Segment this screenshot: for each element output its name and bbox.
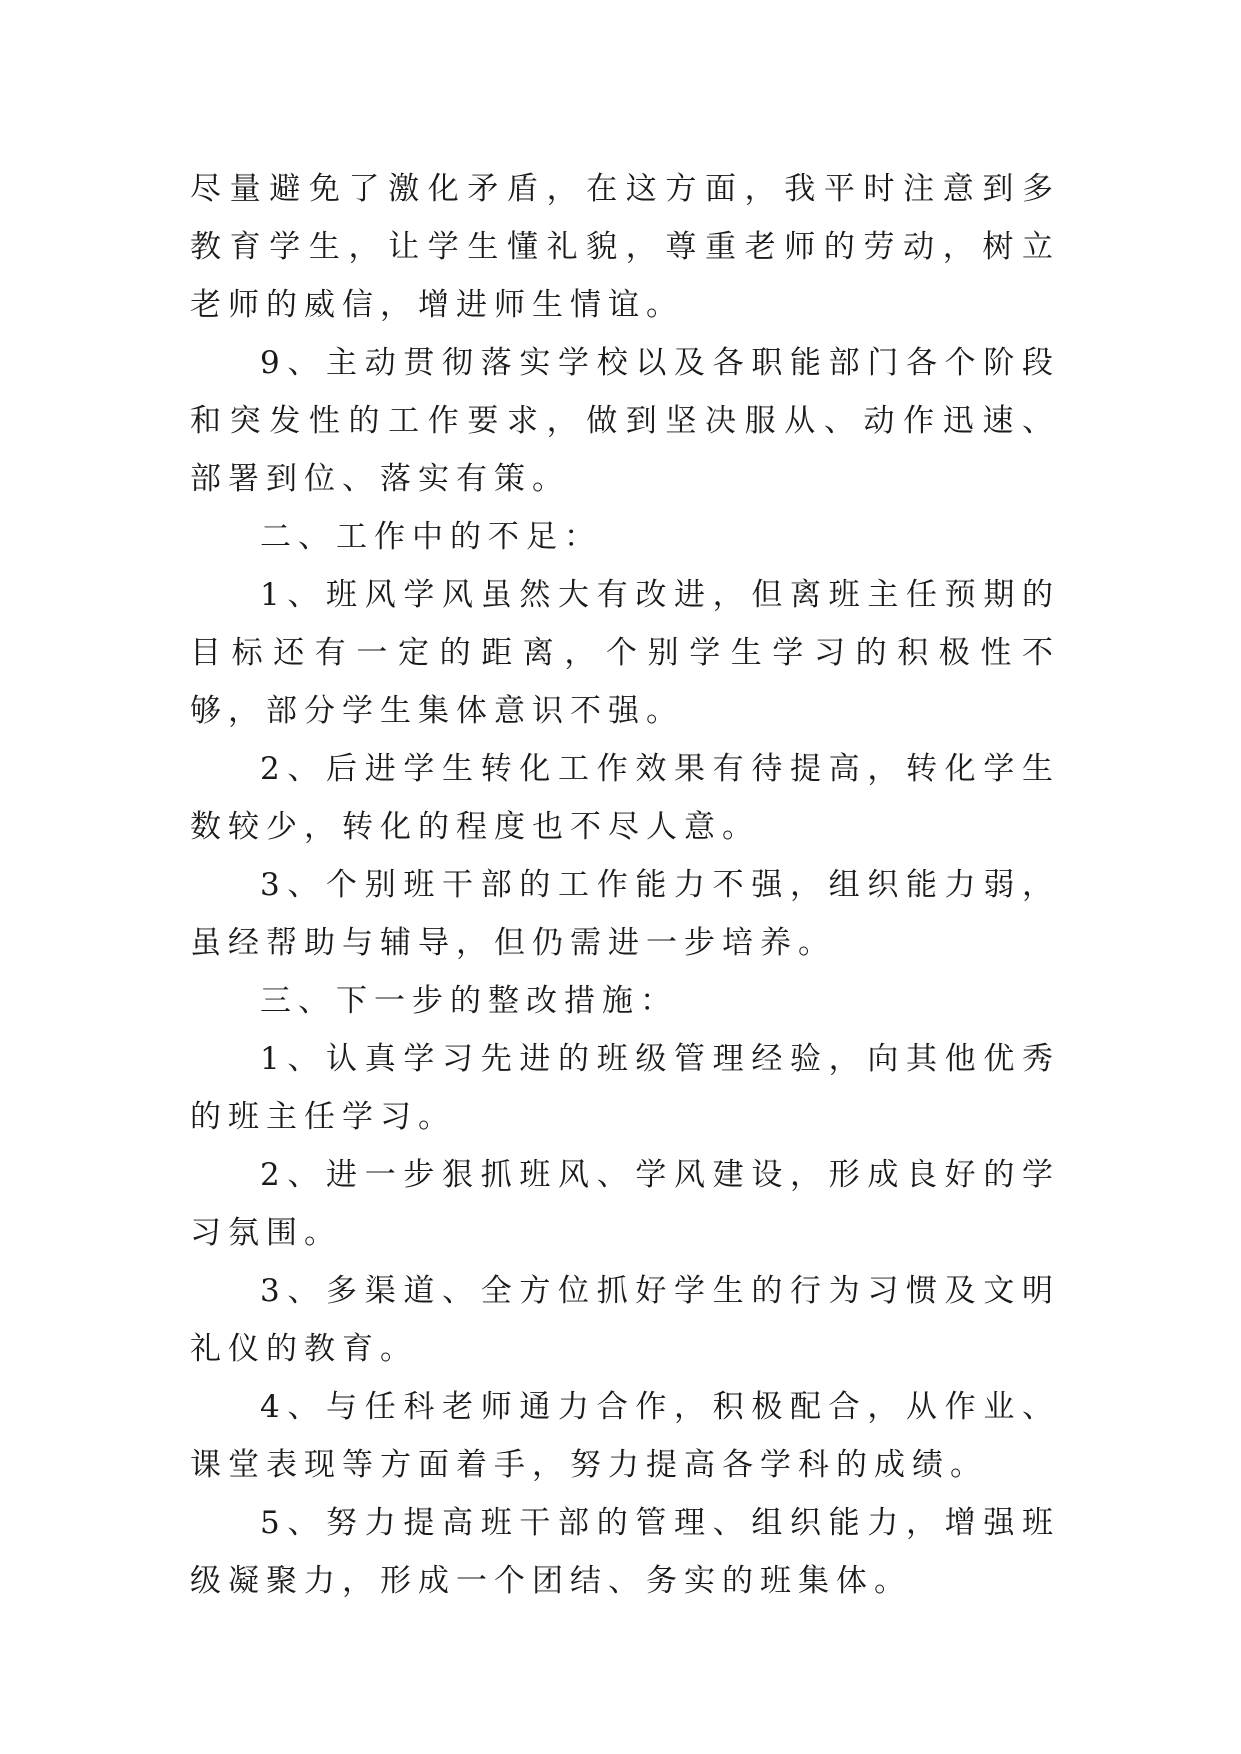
paragraph-measure-5: 5、努力提高班干部的管理、组织能力，增强班级凝聚力，形成一个团结、务实的班集体。: [190, 1505, 1060, 1599]
paragraph-item-9: 9、主动贯彻落实学校以及各职能部门各个阶段和突发性的工作要求，做到坚决服从、动作迅速、部署到位、落实有策。: [190, 345, 1060, 497]
paragraph-measure-2: 2、进一步狠抓班风、学风建设，形成良好的学习氛围。: [190, 1157, 1060, 1251]
paragraph-shortcoming-3: 3、个别班干部的工作能力不强，组织能力弱，虽经帮助与辅导，但仍需进一步培养。: [190, 867, 1060, 961]
section-heading-shortcomings: 二、工作中的不足：: [260, 519, 602, 555]
paragraph-measure-3: 3、多渠道、全方位抓好学生的行为习惯及文明礼仪的教育。: [190, 1273, 1060, 1367]
paragraph-measure-4: 4、与任科老师通力合作，积极配合，从作业、课堂表现等方面着手，努力提高各学科的成绩。: [190, 1389, 1060, 1483]
section-heading-measures: 三、下一步的整改措施：: [260, 983, 678, 1019]
paragraph-shortcoming-1: 1、班风学风虽然大有改进，但离班主任预期的目标还有一定的距离，个别学生学习的积极性不够，部分学生集体意识不强。: [190, 577, 1060, 729]
document-body: [190, 160, 1060, 1610]
paragraph-continuation: 尽量避免了激化矛盾，在这方面，我平时注意到多教育学生，让学生懂礼貌，尊重老师的劳动，树立老师的威信，增进师生情谊。: [190, 171, 1060, 323]
paragraph-measure-1: 1、认真学习先进的班级管理经验，向其他优秀的班主任学习。: [190, 1041, 1060, 1135]
paragraph-shortcoming-2: 2、后进学生转化工作效果有待提高，转化学生数较少，转化的程度也不尽人意。: [190, 751, 1060, 845]
